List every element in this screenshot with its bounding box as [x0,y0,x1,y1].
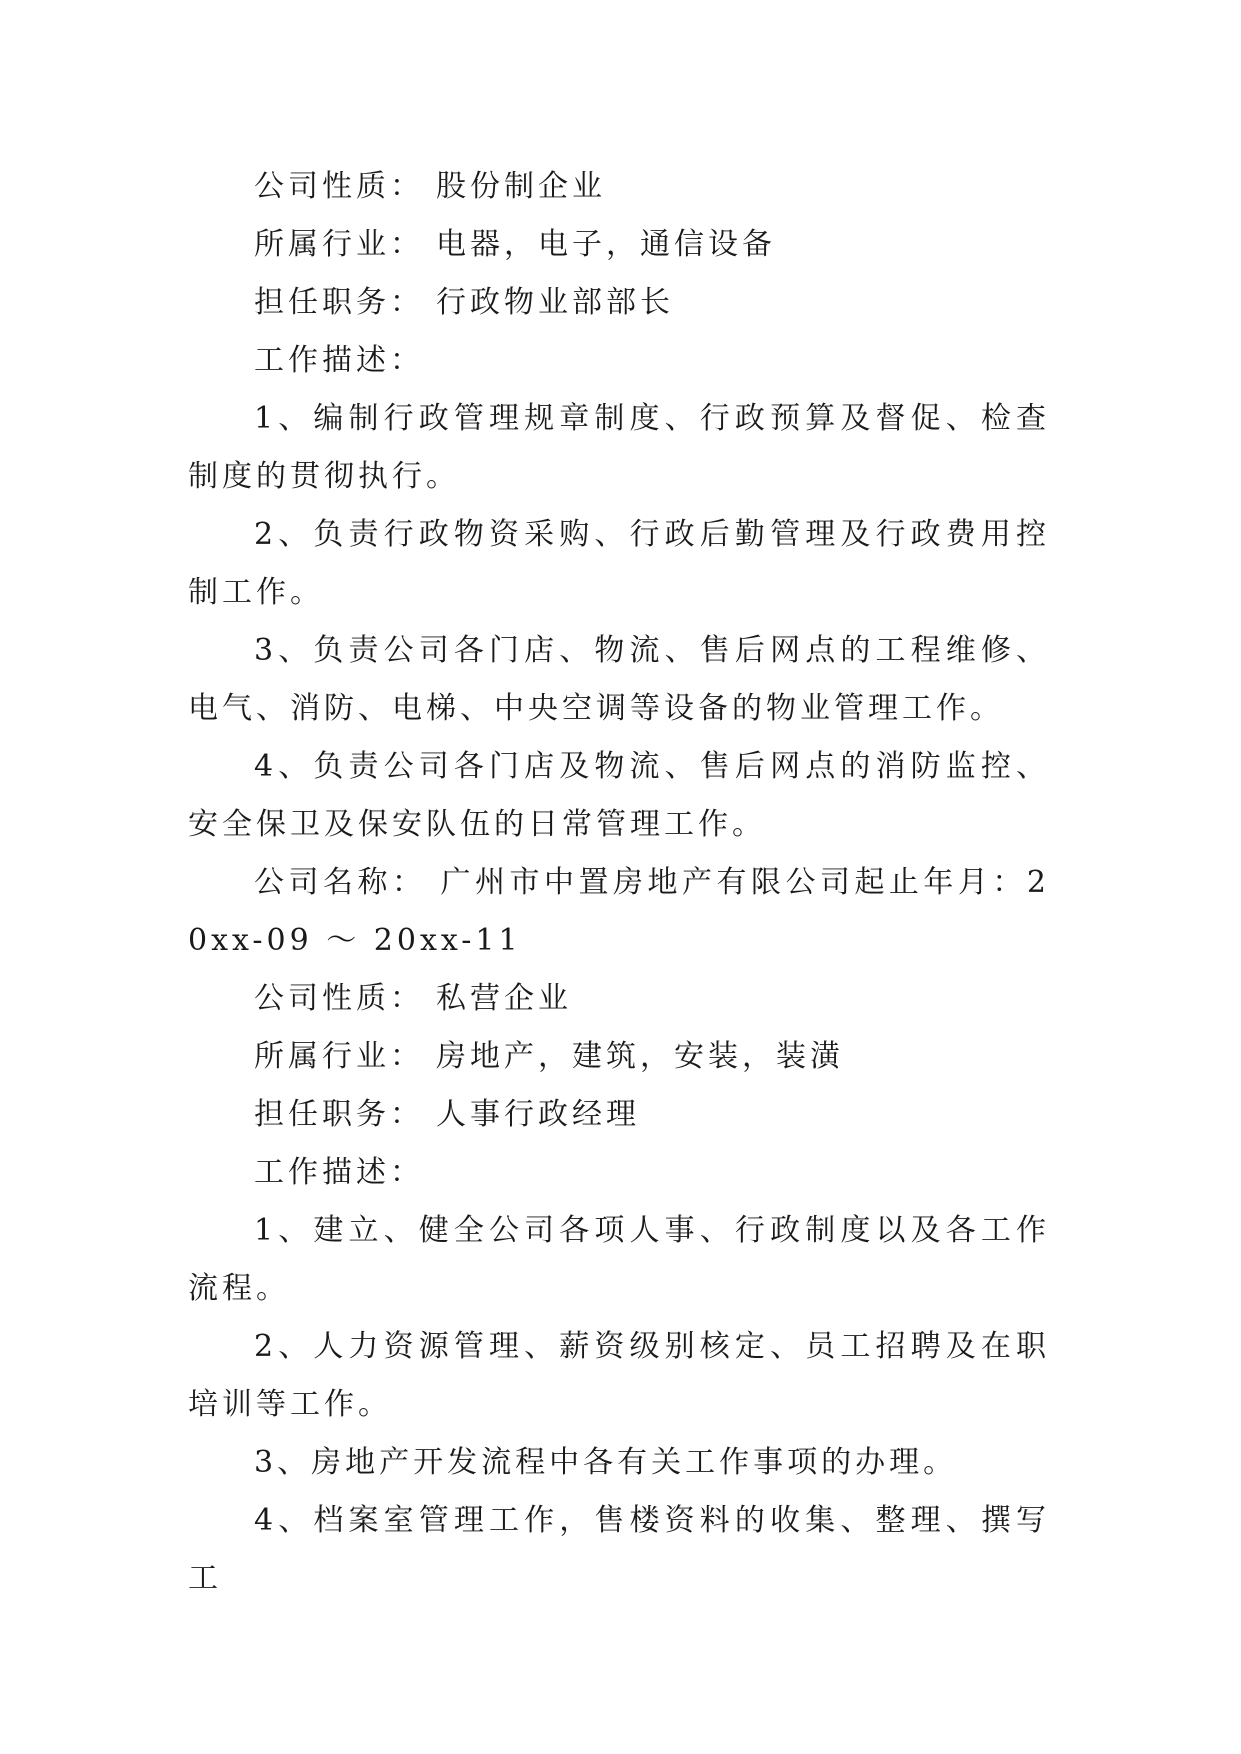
company-name-period: 公司名称： 广州市中置房地产有限公司起止年月：20xx-09 ～ 20xx-11 [188,865,1050,958]
position-row [188,274,1050,332]
job-description-label: 工作描述： [254,343,424,378]
position-label: 担任职务： [254,285,424,320]
company-nature-row [188,970,1050,1028]
duty-item: 3、负责公司各门店、物流、售后网点的工程维修、电气、消防、电梯、中央空调等设备的物业管理工作。 [188,633,1050,726]
position-value: 人事行政经理 [436,1097,640,1132]
position-value: 行政物业部部长 [436,285,674,320]
industry-value: 房地产，建筑，安装，装潢 [436,1039,844,1074]
duty-item: 1、建立、健全公司各项人事、行政制度以及各工作流程。 [188,1213,1050,1306]
industry-row [188,216,1050,274]
industry-value: 电器，电子，通信设备 [436,227,776,262]
document-body [188,158,1050,1608]
duty-item: 2、负责行政物资采购、行政后勤管理及行政费用控制工作。 [188,517,1050,610]
position-row [188,1086,1050,1144]
duty-item: 4、负责公司各门店及物流、售后网点的消防监控、安全保卫及保安队伍的日常管理工作。 [188,749,1050,842]
duty-item: 4、档案室管理工作，售楼资料的收集、整理、撰写工 [188,1503,1050,1596]
position-label: 担任职务： [254,1097,424,1132]
company-nature-value: 股份制企业 [436,169,606,204]
company-nature-value: 私营企业 [436,981,572,1016]
company-nature-row [188,158,1050,216]
company-nature-label: 公司性质： [254,981,424,1016]
job-description-label: 工作描述： [254,1155,424,1190]
company-nature-label: 公司性质： [254,169,424,204]
industry-row [188,1028,1050,1086]
duty-item: 3、房地产开发流程中各有关工作事项的办理。 [254,1445,958,1480]
industry-label: 所属行业： [254,227,424,262]
duty-item: 1、编制行政管理规章制度、行政预算及督促、检查制度的贯彻执行。 [188,401,1050,494]
industry-label: 所属行业： [254,1039,424,1074]
duty-item: 2、人力资源管理、薪资级别核定、员工招聘及在职培训等工作。 [188,1329,1050,1422]
